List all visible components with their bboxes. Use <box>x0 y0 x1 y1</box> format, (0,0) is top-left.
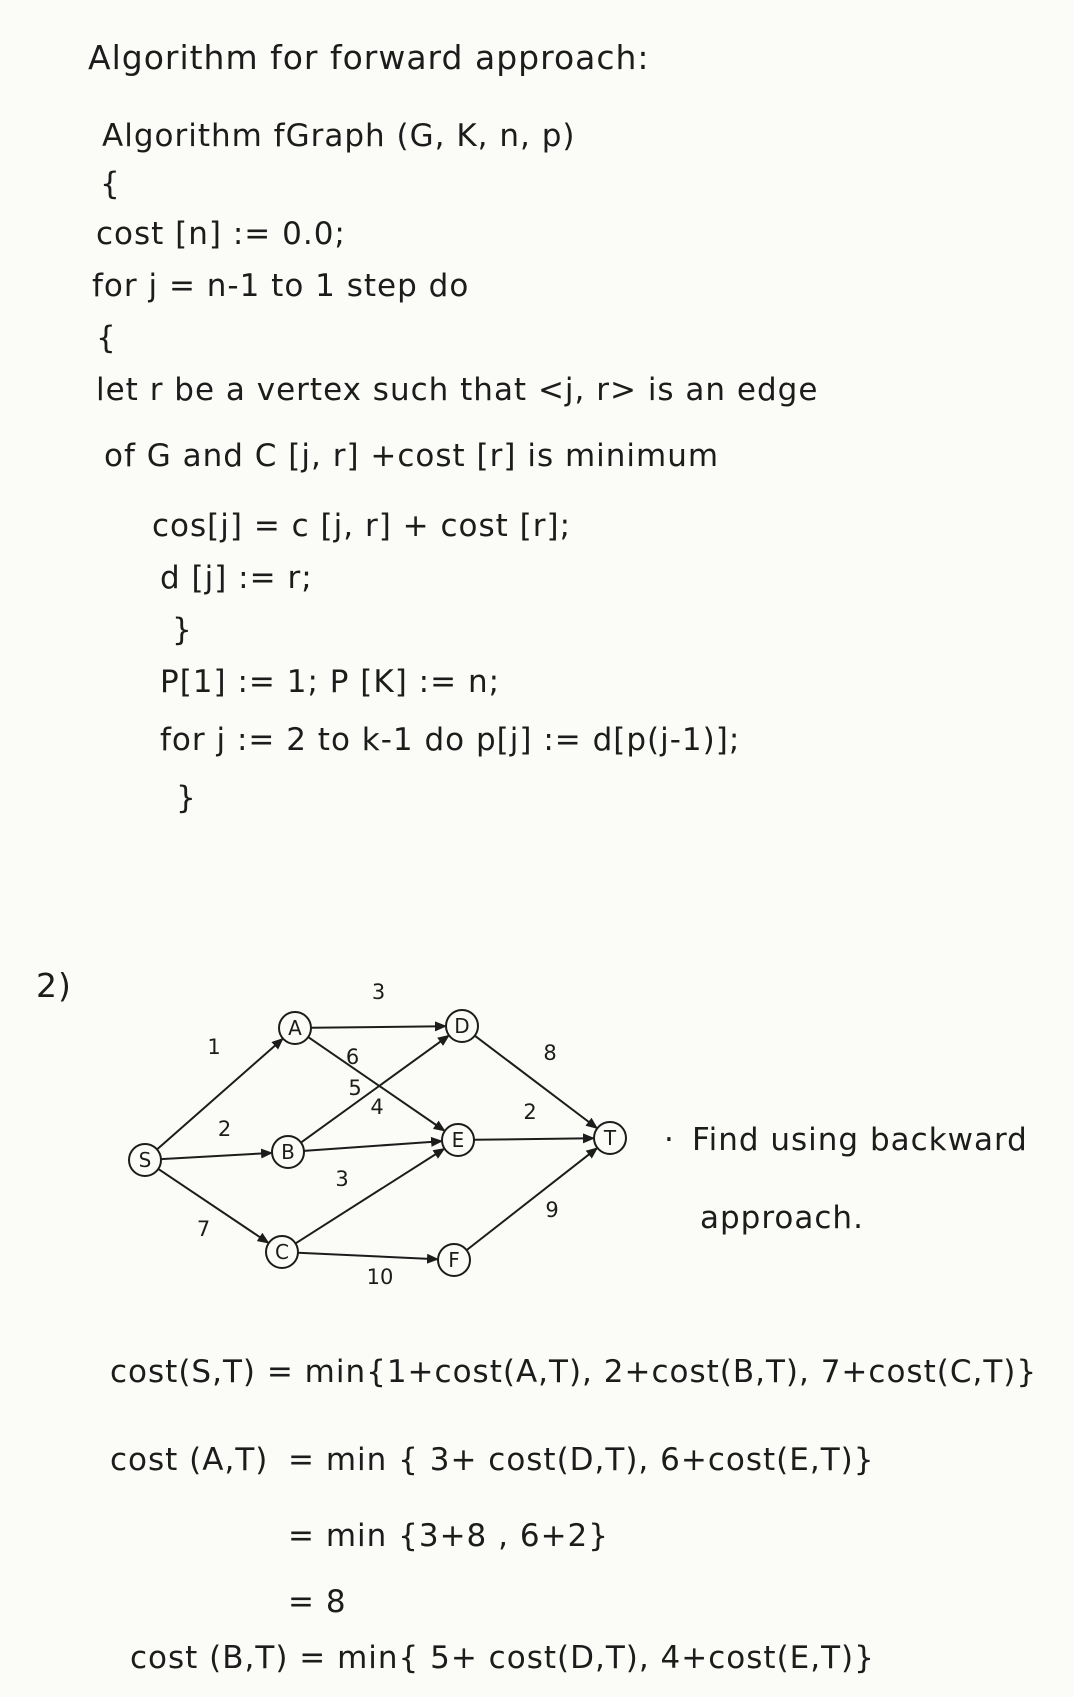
edge-weight: 3 <box>371 980 386 1004</box>
edge-c-f <box>298 1253 437 1259</box>
solution-line: cost (B,T) = min{ 5+ cost(D,T), 4+cost(E,T)} <box>130 1640 875 1676</box>
algorithm-line: for j := 2 to k-1 do p[j] := d[p(j-1)]; <box>160 722 741 758</box>
node-label: A <box>288 1016 302 1040</box>
node-label: C <box>275 1240 289 1264</box>
edge-weight: 6 <box>345 1045 360 1069</box>
solution-line: = 8 <box>288 1584 347 1620</box>
solution-line: = min { 3+ cost(D,T), 6+cost(E,T)} <box>288 1442 875 1478</box>
question-number: 2) <box>36 966 72 1005</box>
solution-line: cost(S,T) = min{1+cost(A,T), 2+cost(B,T), 7+cost(C,T)} <box>110 1354 1038 1390</box>
algorithm-line: } <box>172 612 193 648</box>
edge-e-t <box>474 1138 593 1140</box>
node-label: F <box>448 1248 460 1272</box>
node-label: D <box>454 1014 470 1038</box>
heading: Algorithm for forward approach: <box>88 38 650 77</box>
algorithm-line: of G and C [j, r] +cost [r] is minimum <box>104 438 720 474</box>
algorithm-line: Algorithm fGraph (G, K, n, p) <box>102 118 576 154</box>
algorithm-line: cos[j] = c [j, r] + cost [r]; <box>152 508 572 544</box>
edge-f-t <box>467 1148 597 1250</box>
note-bullet: · <box>664 1122 675 1158</box>
algorithm-line: P[1] := 1; P [K] := n; <box>160 664 501 700</box>
algorithm-line: for j = n-1 to 1 step do <box>92 268 470 304</box>
edge-weight: 7 <box>196 1217 211 1241</box>
algorithm-line: { <box>96 320 117 356</box>
note-line: approach. <box>700 1200 864 1236</box>
node-label: E <box>451 1128 465 1152</box>
algorithm-line: } <box>176 780 197 816</box>
edge-c-e <box>295 1149 443 1243</box>
edge-weight: 2 <box>523 1100 537 1124</box>
algorithm-line: d [j] := r; <box>160 560 313 596</box>
algorithm-line: cost [n] := 0.0; <box>96 216 346 252</box>
edge-b-d <box>301 1036 448 1143</box>
edge-b-e <box>304 1141 441 1151</box>
edge-weight: 5 <box>348 1076 362 1100</box>
solution-line: = min {3+8 , 6+2} <box>288 1518 609 1554</box>
edge-weight: 1 <box>207 1035 221 1059</box>
algorithm-line: let r be a vertex such that <j, r> is an edge <box>96 372 819 408</box>
edge-weight: 4 <box>370 1095 384 1119</box>
edge-a-d <box>311 1026 445 1028</box>
edge-s-b <box>161 1153 271 1159</box>
edge-s-c <box>158 1169 268 1243</box>
edge-weight: 2 <box>217 1117 232 1141</box>
solution-line: cost (A,T) <box>110 1442 269 1478</box>
node-label: B <box>281 1140 295 1164</box>
note-line: Find using backward <box>692 1122 1028 1158</box>
edge-weight: 10 <box>366 1265 394 1289</box>
edge-weight: 8 <box>543 1041 557 1065</box>
algorithm-line: { <box>100 166 121 202</box>
edge-weight: 3 <box>335 1167 349 1191</box>
node-label: S <box>138 1148 152 1172</box>
node-label: T <box>603 1126 617 1150</box>
edge-weight: 9 <box>545 1198 559 1222</box>
